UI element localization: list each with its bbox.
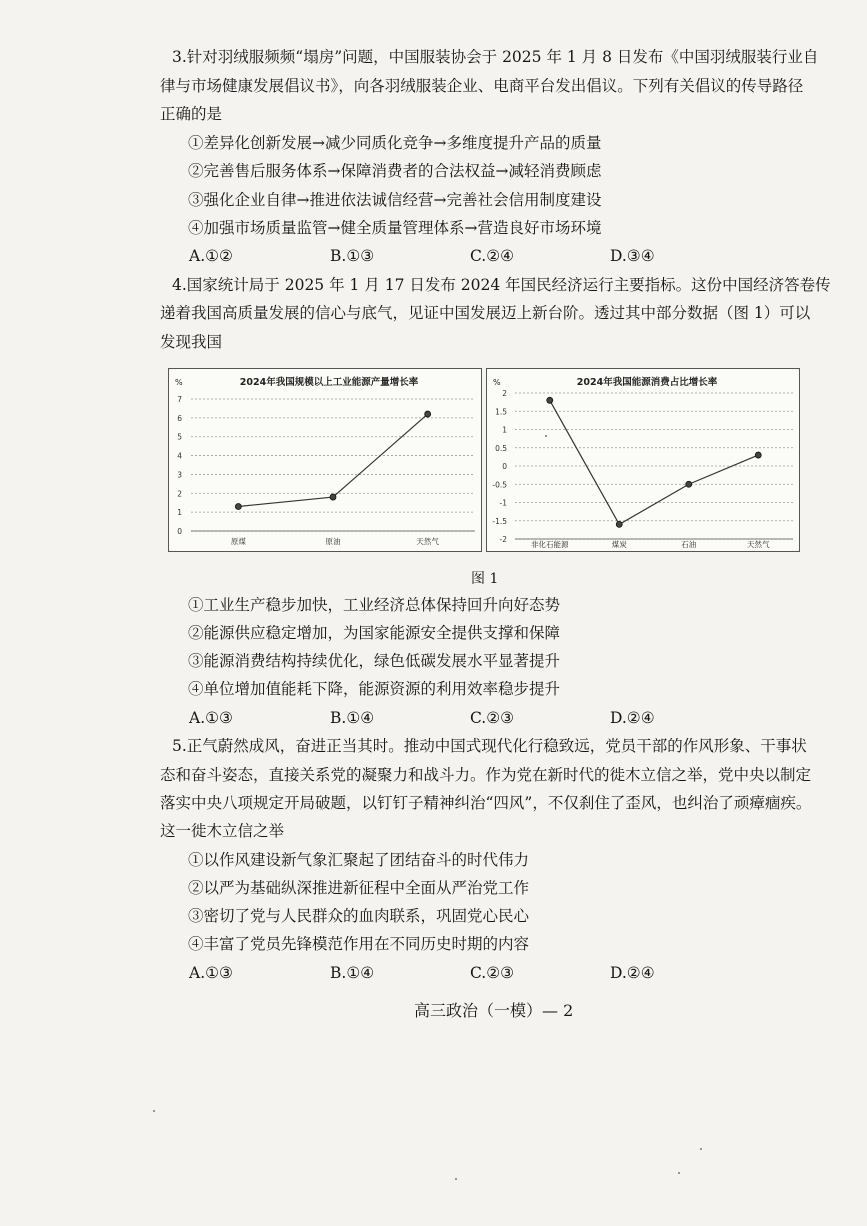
q4-stem-line-3: 发现我国: [160, 333, 223, 351]
q3-stem-line-3: 正确的是: [160, 105, 223, 123]
chart-1-ytick: 0: [177, 527, 182, 536]
chart-2-ytick: 1: [502, 425, 507, 435]
chart-1-title: 2024年我国规模以上工业能源产量增长率: [239, 377, 419, 388]
chart-2-ylabel: %: [493, 378, 501, 387]
q4-option-d: D.②④: [610, 709, 655, 727]
chart-1-ytick: 2: [177, 489, 182, 499]
chart-2-ytick: -2: [499, 535, 507, 544]
chart-1-ytick: 6: [177, 413, 182, 423]
q5-item-2: ②以严为基础纵深推进新征程中全面从严治党工作: [188, 879, 530, 897]
q4-item-2: ②能源供应稳定增加，为国家能源安全提供支撑和保障: [188, 624, 561, 642]
chart-2-ytick: 2: [502, 389, 507, 398]
chart-1-ytick: 5: [177, 432, 182, 442]
scan-speck: [545, 435, 547, 437]
chart-1-ytick: 1: [177, 508, 182, 518]
q4-item-1: ①工业生产稳步加快，工业经济总体保持回升向好态势: [188, 596, 561, 614]
chart-2-ytick: -0.5: [492, 480, 507, 490]
q5-item-4: ④丰富了党员先锋模范作用在不同历史时期的内容: [188, 935, 530, 953]
chart-1-data-point: [330, 494, 336, 500]
chart-1-ytick: 3: [177, 470, 182, 480]
q4-option-a: A.①③: [189, 709, 233, 727]
chart-2-series-line: [550, 400, 759, 524]
q5-stem-line-1: 5.正气蔚然成风，奋进正当其时。推动中国式现代化行稳致远，党员干部的作风形象、干事状: [172, 737, 807, 755]
q3-item-2: ②完善售后服务体系→保障消费者的合法权益→减轻消费顾虑: [188, 162, 602, 180]
q4-option-b: B.①④: [330, 709, 375, 727]
q3-item-1: ①差异化创新发展→减少同质化竞争→多维度提升产品的质量: [188, 134, 602, 152]
chart-industrial-energy-output: [168, 368, 482, 552]
chart-2-ytick: -1: [499, 498, 507, 508]
chart-1-category-label: 天然气: [416, 537, 439, 546]
q5-item-1: ①以作风建设新气象汇聚起了团结奋斗的时代伟力: [188, 851, 530, 869]
q4-stem-line-1: 4.国家统计局于 2025 年 1 月 17 日发布 2024 年国民经济运行主要指标。这份中国经济答卷传: [172, 276, 831, 294]
chart-2-ytick: 0.5: [495, 443, 507, 453]
q4-stem-line-2: 递着我国高质量发展的信心与底气，见证中国发展迈上新台阶。透过其中部分数据（图 1）可以: [160, 304, 811, 322]
chart-2-ytick: 1.5: [495, 407, 507, 417]
chart-2-category-label: 天然气: [747, 540, 770, 549]
q5-option-c: C.②③: [470, 964, 515, 982]
chart-2-data-point: [547, 397, 553, 403]
q5-option-a: A.①③: [189, 964, 233, 982]
chart-1-category-label: 原煤: [230, 537, 246, 546]
chart-1-svg: [169, 369, 481, 551]
q5-stem-line-4: 这一徙木立信之举: [160, 822, 285, 840]
chart-2-title: 2024年我国能源消费占比增长率: [576, 377, 718, 388]
q3-option-d: D.③④: [610, 247, 655, 265]
chart-1-ylabel: %: [175, 378, 183, 387]
q3-option-b: B.①③: [330, 247, 375, 265]
chart-2-category-label: 煤炭: [611, 540, 627, 549]
q3-stem-line-2: 律与市场健康发展倡议书》，向各羽绒服装企业、电商平台发出倡议。下列有关倡议的传导路径: [160, 77, 804, 95]
chart-1-data-point: [235, 503, 241, 509]
chart-1-data-point: [425, 411, 431, 417]
chart-1-series-line: [238, 414, 427, 506]
page-footer: 高三政治（一模）— 2: [414, 1001, 574, 1020]
q3-option-a: A.①②: [189, 247, 233, 265]
scan-speck: [678, 1172, 680, 1174]
q4-item-3: ③能源消费结构持续优化，绿色低碳发展水平显著提升: [188, 652, 561, 670]
chart-2-data-point: [686, 481, 692, 487]
q4-item-4: ④单位增加值能耗下降，能源资源的利用效率稳步提升: [188, 680, 561, 698]
chart-1-category-label: 原油: [325, 537, 341, 546]
q3-item-4: ④加强市场质量监管→健全质量管理体系→营造良好市场环境: [188, 219, 602, 237]
chart-2-category-label: 非化石能源: [531, 540, 569, 549]
chart-2-category-label: 石油: [681, 540, 697, 549]
q5-stem-line-2: 态和奋斗姿态，直接关系党的凝聚力和战斗力。作为党在新时代的徙木立信之举，党中央以制定: [160, 766, 812, 784]
q5-option-b: B.①④: [330, 964, 375, 982]
q3-stem-line-1: 3.针对羽绒服频频“塌房”问题，中国服装协会于 2025 年 1 月 8 日发布《中国羽绒服装行业自: [172, 48, 819, 66]
q4-option-c: C.②③: [470, 709, 515, 727]
scan-speck: [700, 1148, 702, 1150]
q5-item-3: ③密切了党与人民群众的血肉联系，巩固党心民心: [188, 907, 530, 925]
chart-energy-consumption-share: [486, 368, 800, 552]
chart-1-ytick: 4: [177, 451, 182, 461]
q5-option-d: D.②④: [610, 964, 655, 982]
q5-stem-line-3: 落实中央八项规定开局破题，以钉钉子精神纠治“四风”，不仅刹住了歪风，也纠治了顽瘴痼疾。: [160, 794, 812, 812]
chart-2-data-point: [755, 452, 761, 458]
scan-speck: [455, 1178, 457, 1180]
q3-item-3: ③强化企业自律→推进依法诚信经营→完善社会信用制度建设: [188, 191, 602, 209]
scan-speck: [153, 1110, 155, 1112]
chart-1-ytick: 7: [177, 395, 182, 404]
chart-2-svg: [487, 369, 799, 551]
chart-2-ytick: -1.5: [492, 516, 507, 526]
q3-option-c: C.②④: [470, 247, 515, 265]
figure-caption: 图 1: [471, 571, 499, 587]
chart-2-data-point: [616, 521, 622, 527]
chart-2-ytick: 0: [502, 462, 507, 471]
